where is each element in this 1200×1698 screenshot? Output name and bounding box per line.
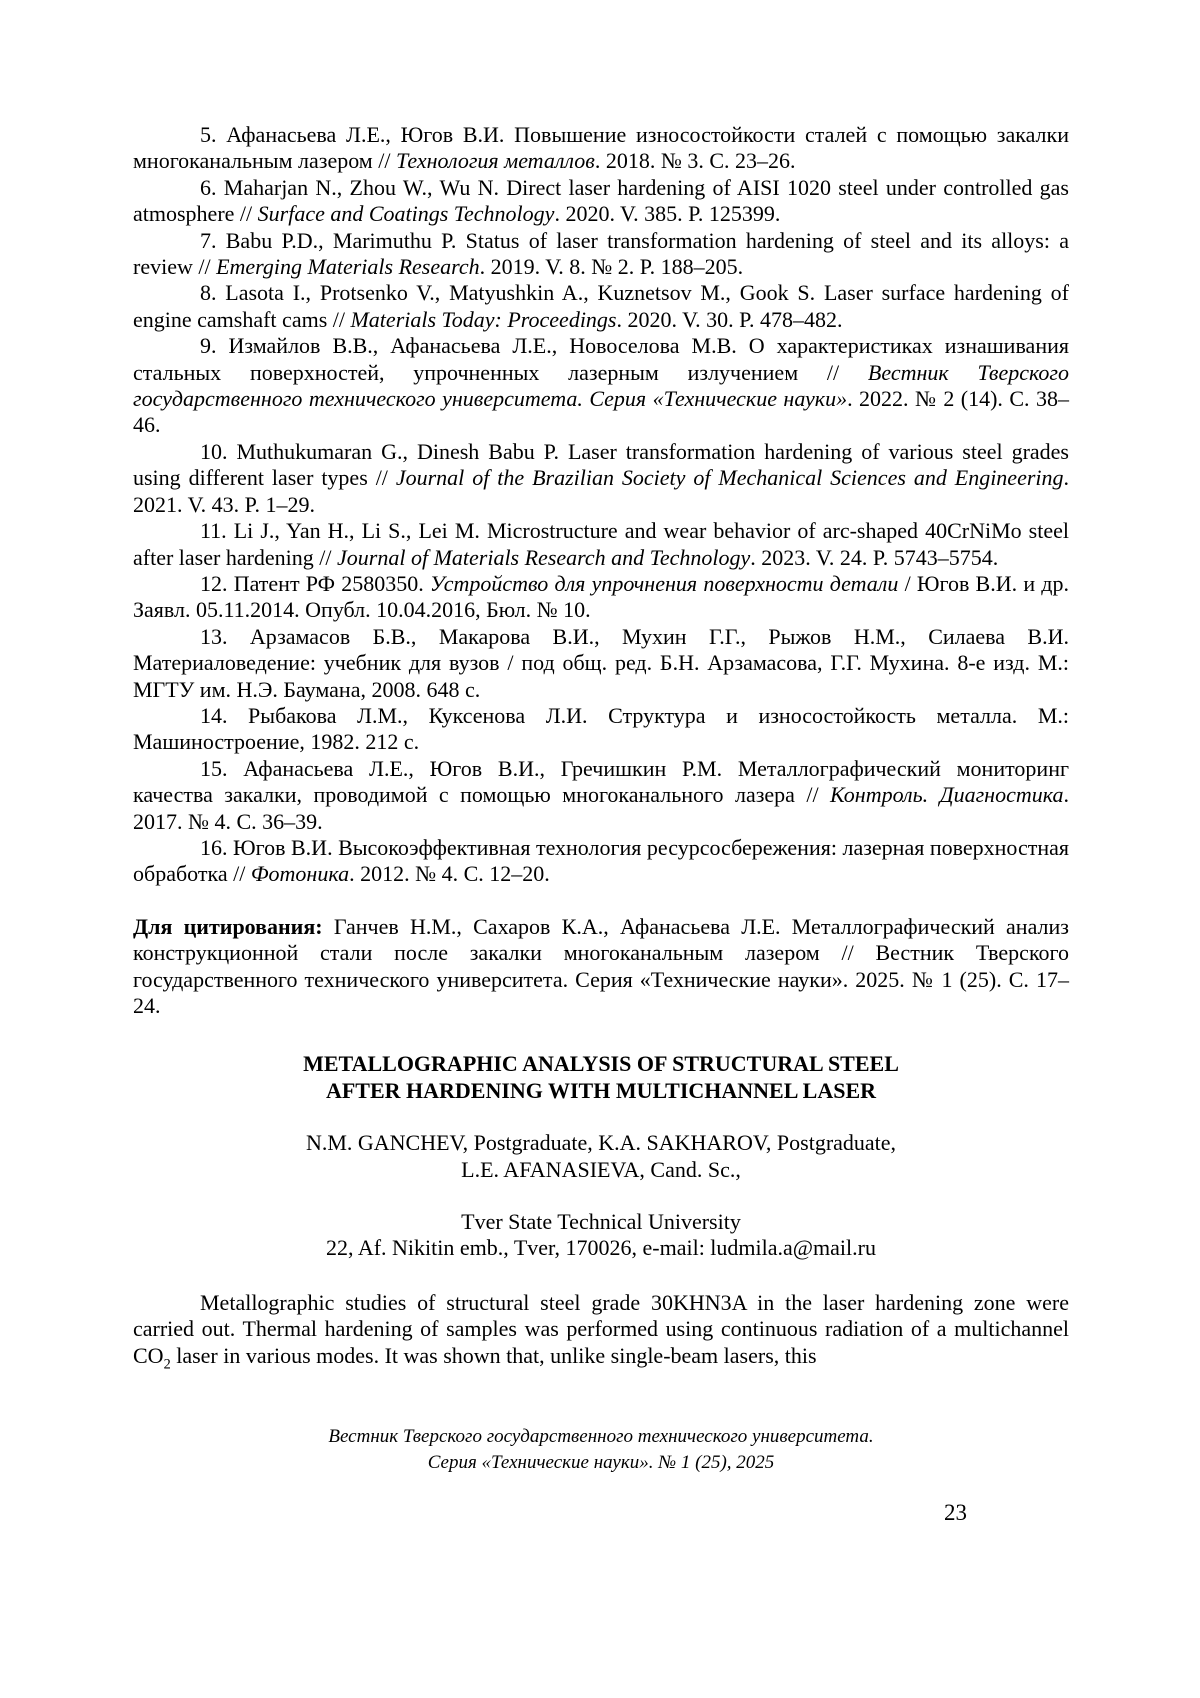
text-segment: 9. Измайлов В.В., Афанасьева Л.Е., Новоселова М.В. О характеристиках изнашивания стальных поверхностей, упрочненных лазерным излучением //	[133, 333, 1069, 385]
text-segment: . 2019. V. 8. № 2. P. 188–205.	[479, 254, 744, 280]
text-segment: Ганчев Н.М., Сахаров К.А., Афанасьева Л.Е. Металлографический анализ конструкционной стали после закалки многоканальным лазером // Вестник Тверского государственного технического университета. Серия «Технические науки». 2025. № 1 (25). С. 17–24.	[133, 913, 1069, 1018]
text-segment: 15. Афанасьева Л.Е., Югов В.И., Гречишкин Р.М. Металлографический мониторинг качества закалки, проводимой с помощью многоканального лазера //	[133, 755, 1069, 808]
english-affiliation	[133, 1209, 1069, 1262]
text-segment: Вестник Тверского государственного технического университета. Серия «Технические науки»	[133, 359, 1070, 412]
reference-item	[133, 228, 1069, 281]
text-segment: 13. Арзамасов Б.В., Макарова В.И., Мухин Г.Г., Рыжов Н.М., Силаева В.И. Материаловедение: учебник для вузов / под общ. ред. Б.Н. Арзамасова, Г.Г. Мухина. 8-е изд. М.: МГТУ им. Н.Э. Баумана, 2008. 648 с.	[133, 623, 1069, 702]
references-list	[133, 122, 1069, 888]
journal-footer	[133, 1424, 1069, 1476]
english-authors	[133, 1130, 1069, 1183]
page-number: 23	[944, 1500, 967, 1525]
text-segment: 14. Рыбакова Л.М., Куксенова Л.И. Структура и износостойкость металла. М.: Машиностроение, 1982. 212 с.	[133, 702, 1069, 755]
reference-item	[133, 571, 1069, 624]
text-segment: 6. Maharjan N., Zhou W., Wu N. Direct laser hardening of AISI 1020 steel under controlled gas atmosphere //	[133, 174, 1069, 227]
text-line: Серия «Технические науки». № 1 (25), 2025	[427, 1452, 775, 1473]
text-segment: / Югов В.И. и др. Заявл. 05.11.2014. Опубл. 10.04.2016, Бюл. № 10.	[133, 570, 1069, 623]
text-line: Tver State Technical University	[461, 1209, 741, 1235]
reference-item	[133, 333, 1069, 439]
reference-item	[133, 439, 1069, 518]
text-segment: 7. Babu P.D., Marimuthu P. Status of laser transformation hardening of steel and its alloys: a review //	[133, 227, 1069, 280]
text-line: N.M. GANCHEV, Postgraduate, K.A. SAKHAROV, Postgraduate,	[305, 1130, 897, 1156]
text-line: L.E. AFANASIEVA, Cand. Sc.,	[461, 1156, 741, 1182]
text-segment: 11. Li J., Yan H., Li S., Lei M. Microstructure and wear behavior of arc-shaped 40CrNiMo steel after laser hardening //	[133, 518, 1069, 570]
text-segment: . 2020. V. 30. P. 478–482.	[616, 306, 843, 332]
text-segment: Materials Today: Proceedings	[350, 306, 617, 332]
text-line: Вестник Тверского государственного технического университета.	[328, 1426, 874, 1447]
reference-item	[133, 122, 1069, 175]
reference-item	[133, 756, 1069, 835]
text-segment: 12. Патент РФ 2580350.	[200, 570, 430, 596]
reference-item	[133, 518, 1069, 571]
citation-paragraph	[133, 914, 1069, 1020]
text-line: METALLOGRAPHIC ANALYSIS OF STRUCTURAL STEEL	[303, 1051, 899, 1077]
text-segment: Устройство для упрочнения поверхности детали	[429, 570, 899, 596]
reference-item	[133, 703, 1069, 756]
text-segment: . 2022. № 2 (14). С. 38–46.	[133, 386, 1069, 438]
text-segment: laser in various modes. It was shown that, unlike single-beam lasers, this	[170, 1342, 817, 1368]
text-segment: Технология металлов	[395, 148, 595, 174]
reference-item	[133, 280, 1069, 333]
text-segment: . 2021. V. 43. P. 1–29.	[133, 465, 1070, 517]
text-segment: . 2018. № 3. С. 23–26.	[594, 148, 796, 174]
text-segment: . 2020. V. 385. P. 125399.	[554, 201, 781, 227]
text-segment: Surface and Coatings Technology	[257, 201, 555, 227]
english-title	[133, 1051, 1069, 1104]
text-block	[133, 122, 1070, 1373]
text-segment: 5. Афанасьева Л.Е., Югов В.И. Повышение износостойкости сталей с помощью закалки многоканальным лазером //	[133, 122, 1069, 174]
reference-item	[133, 175, 1069, 228]
text-segment: . 2017. № 4. С. 36–39.	[133, 782, 1069, 834]
text-line: 22, Af. Nikitin emb., Tver, 170026, e-mail: ludmila.a@mail.ru	[326, 1235, 876, 1261]
text-segment: Фотоника	[250, 861, 350, 887]
text-segment: Metallographic studies of structural steel grade 30KHN3A in the laser hardening zone were carried out. Thermal hardening of samples was performed using continuous radiation of a multichannel CO	[133, 1289, 1069, 1368]
text-segment: 16. Югов В.И. Высокоэффективная технология ресурсосбережения: лазерная поверхностная обработка //	[133, 834, 1069, 887]
text-segment: 2	[163, 1356, 171, 1373]
text-segment: 10. Muthukumaran G., Dinesh Babu P. Laser transformation hardening of various steel grades using different laser types //	[133, 438, 1069, 491]
text-segment: Для цитирования:	[133, 913, 334, 939]
text-segment: Контроль. Диагностика	[830, 782, 1064, 808]
reference-item	[133, 624, 1069, 703]
text-segment: . 2012. № 4. С. 12–20.	[349, 861, 550, 887]
english-abstract	[133, 1289, 1069, 1373]
text-segment: Emerging Materials Research	[216, 254, 480, 280]
text-line: AFTER HARDENING WITH MULTICHANNEL LASER	[325, 1077, 877, 1103]
text-segment: Journal of the Brazilian Society of Mechanical Sciences and Engineering	[395, 465, 1064, 491]
text-segment: 8. Lasota I., Protsenko V., Matyushkin A., Kuznetsov M., Gook S. Laser surface hardening of engine camshaft cams //	[133, 280, 1069, 332]
text-segment: Journal of Materials Research and Technology	[337, 544, 751, 570]
text-segment: . 2023. V. 24. P. 5743–5754.	[750, 544, 999, 570]
reference-item	[133, 835, 1069, 888]
